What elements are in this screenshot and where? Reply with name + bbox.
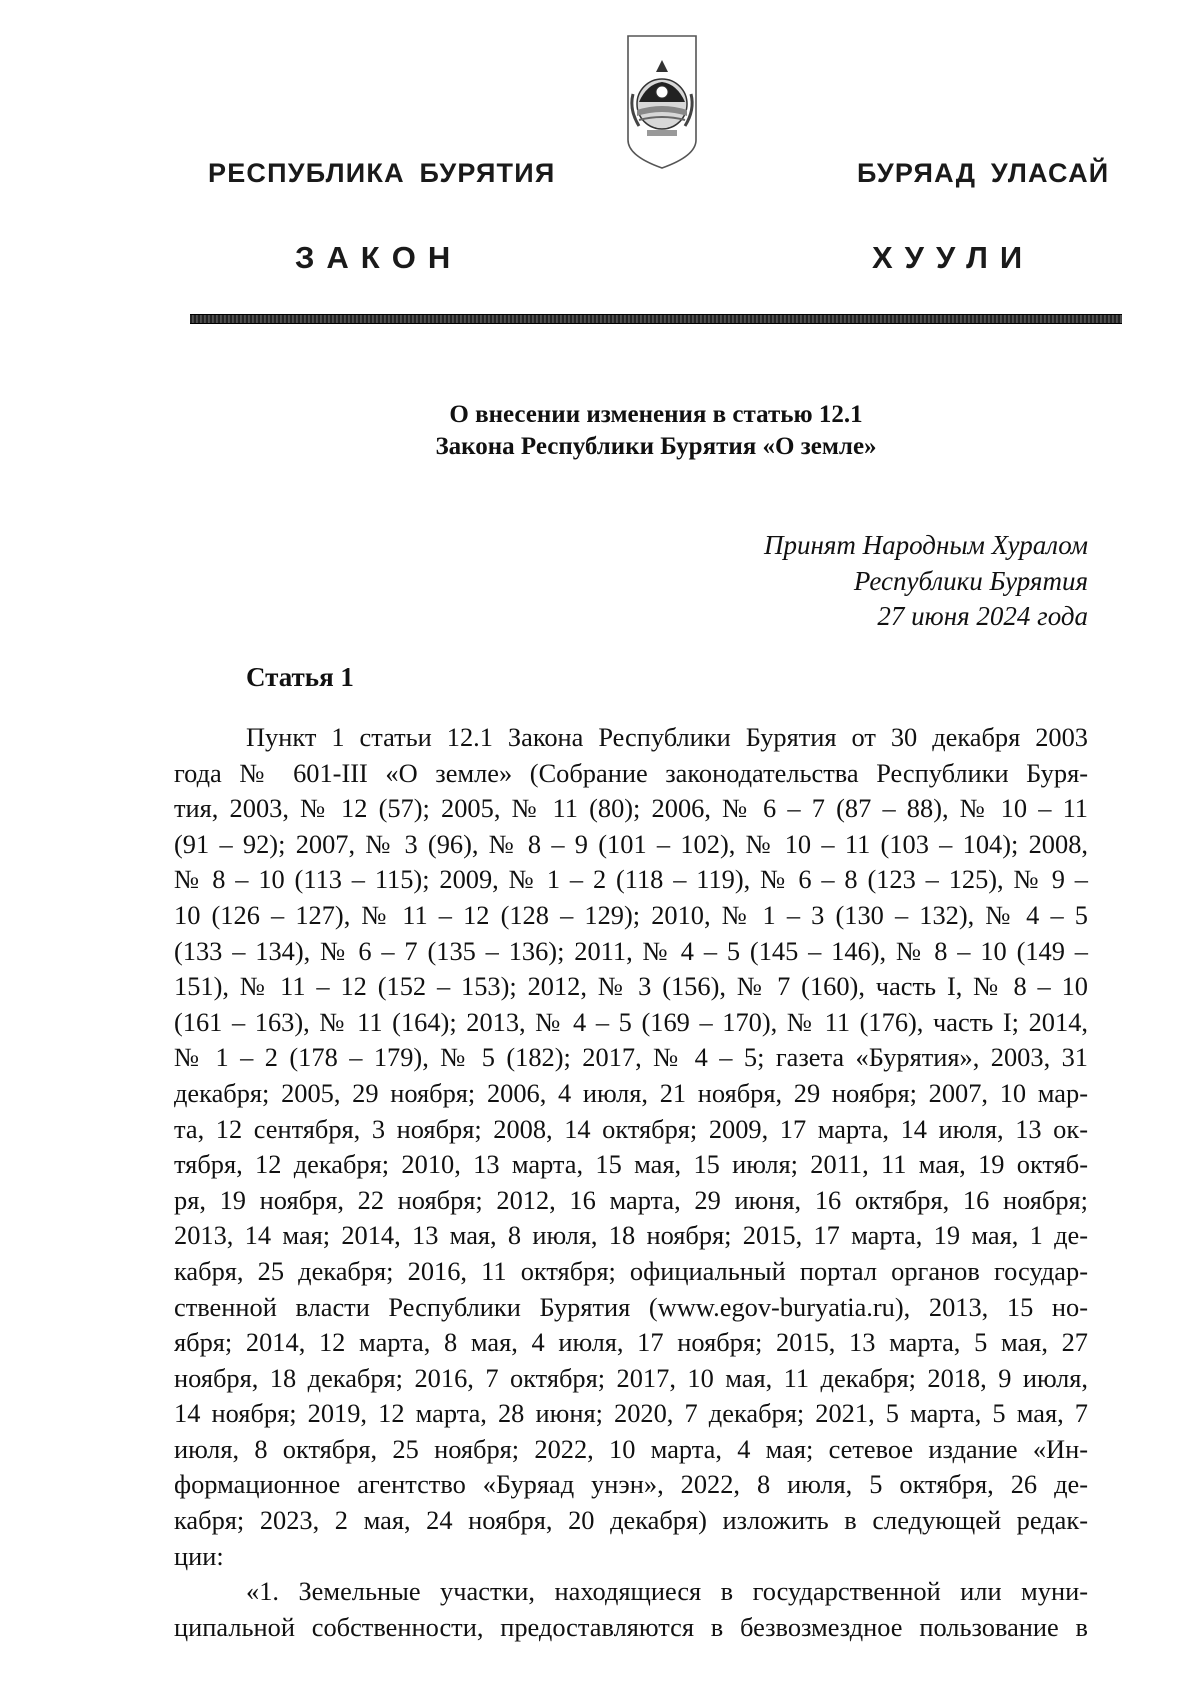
body-line: формационное агентство «Буряад унэн», 2022, 8 июля, 5 октября, 26 де- — [174, 1469, 1088, 1500]
body-line: 14 ноября; 2019, 12 марта, 28 июня; 2020, 7 декабря; 2021, 5 марта, 5 мая, 7 — [174, 1398, 1088, 1429]
document-type-buryat: ХУУЛИ — [872, 240, 1035, 275]
body-line: 151), № 11 – 12 (152 – 153); 2012, № 3 (156), № 7 (160), часть I, № 8 – 10 — [174, 971, 1088, 1002]
body-line: кабря, 25 декабря; 2016, 11 октября; официальный портал органов государ- — [174, 1255, 1088, 1286]
body-line: та, 12 сентября, 3 ноября; 2008, 14 октября; 2009, 17 марта, 14 июля, 13 ок- — [174, 1113, 1088, 1144]
body-line: года № 601-III «О земле» (Собрание законодательства Республики Буря- — [174, 757, 1088, 788]
body-line: ря, 19 ноября, 22 ноября; 2012, 16 марта, 29 июня, 16 октября, 16 ноября; — [174, 1184, 1088, 1215]
region-name-buryat: БУРЯАД УЛАСАЙ — [857, 158, 1110, 188]
body-line: (133 – 134), № 6 – 7 (135 – 136); 2011, № 4 – 5 (145 – 146), № 8 – 10 (149 – — [174, 935, 1088, 966]
region-name-russian: РЕСПУБЛИКА БУРЯТИЯ — [208, 158, 556, 188]
body-line: ственной власти Республики Бурятия (www.egov-buryatia.ru), 2013, 15 но- — [174, 1291, 1088, 1322]
adoption-date: 27 июня 2024 года — [877, 601, 1088, 631]
body-line: ноября, 18 декабря; 2016, 7 октября; 2017, 10 мая, 11 декабря; 2018, 9 июля, — [174, 1362, 1088, 1393]
body-line: № 8 – 10 (113 – 115); 2009, № 1 – 2 (118 – 119), № 6 – 8 (123 – 125), № 9 – — [174, 864, 1088, 895]
coat-of-arms-emblem — [625, 32, 699, 170]
body-line: тября, 12 декабря; 2010, 13 марта, 15 мая, 15 июля; 2011, 11 мая, 19 октяб- — [174, 1149, 1088, 1180]
body-line: ября; 2014, 12 марта, 8 мая, 4 июля, 17 ноября; 2015, 13 марта, 5 мая, 27 — [174, 1327, 1088, 1358]
body-line: ципальной собственности, предоставляются в безвозмездное пользование в — [174, 1611, 1088, 1642]
body-line: ции: — [174, 1540, 224, 1571]
header-divider — [190, 314, 1122, 324]
body-line: Пункт 1 статьи 12.1 Закона Республики Бурятия от 30 декабря 2003 — [246, 722, 1088, 752]
adoption-line-2: Республики Бурятия — [853, 566, 1088, 596]
adoption-line-1: Принят Народным Хуралом — [763, 530, 1088, 560]
body-line: 2013, 14 мая; 2014, 13 мая, 8 июля, 18 ноября; 2015, 17 марта, 19 мая, 1 де- — [174, 1220, 1088, 1251]
law-title-line-2: Закона Республики Бурятия «О земле» — [435, 433, 877, 460]
body-line: (161 – 163), № 11 (164); 2013, № 4 – 5 (169 – 170), № 11 (176), часть I; 2014, — [174, 1006, 1088, 1037]
body-line: кабря; 2023, 2 мая, 24 ноября, 20 декабря) изложить в следующей редак- — [174, 1505, 1088, 1536]
body-line: 10 (126 – 127), № 11 – 12 (128 – 129); 2010, № 1 – 3 (130 – 132), № 4 – 5 — [174, 899, 1088, 930]
body-line: июля, 8 октября, 25 ноября; 2022, 10 марта, 4 мая; сетевое издание «Ин- — [174, 1433, 1088, 1464]
article-body — [174, 720, 1088, 1645]
body-line: декабря; 2005, 29 ноября; 2006, 4 июля, 21 ноября, 29 ноября; 2007, 10 мар- — [174, 1077, 1088, 1108]
law-title-line-1: О внесении изменения в статью 12.1 — [449, 401, 863, 428]
document-type-russian: ЗАКОН — [295, 240, 463, 275]
body-line: тия, 2003, № 12 (57); 2005, № 11 (80); 2006, № 6 – 7 (87 – 88), № 10 – 11 — [174, 793, 1088, 824]
body-line: (91 – 92); 2007, № 3 (96), № 8 – 9 (101 – 102), № 10 – 11 (103 – 104); 2008, — [174, 828, 1088, 859]
body-line: № 1 – 2 (178 – 179), № 5 (182); 2017, № 4 – 5; газета «Бурятия», 2003, 31 — [174, 1042, 1088, 1073]
body-line: «1. Земельные участки, находящиеся в государственной или муни- — [246, 1576, 1088, 1607]
article-heading: Статья 1 — [246, 662, 354, 692]
